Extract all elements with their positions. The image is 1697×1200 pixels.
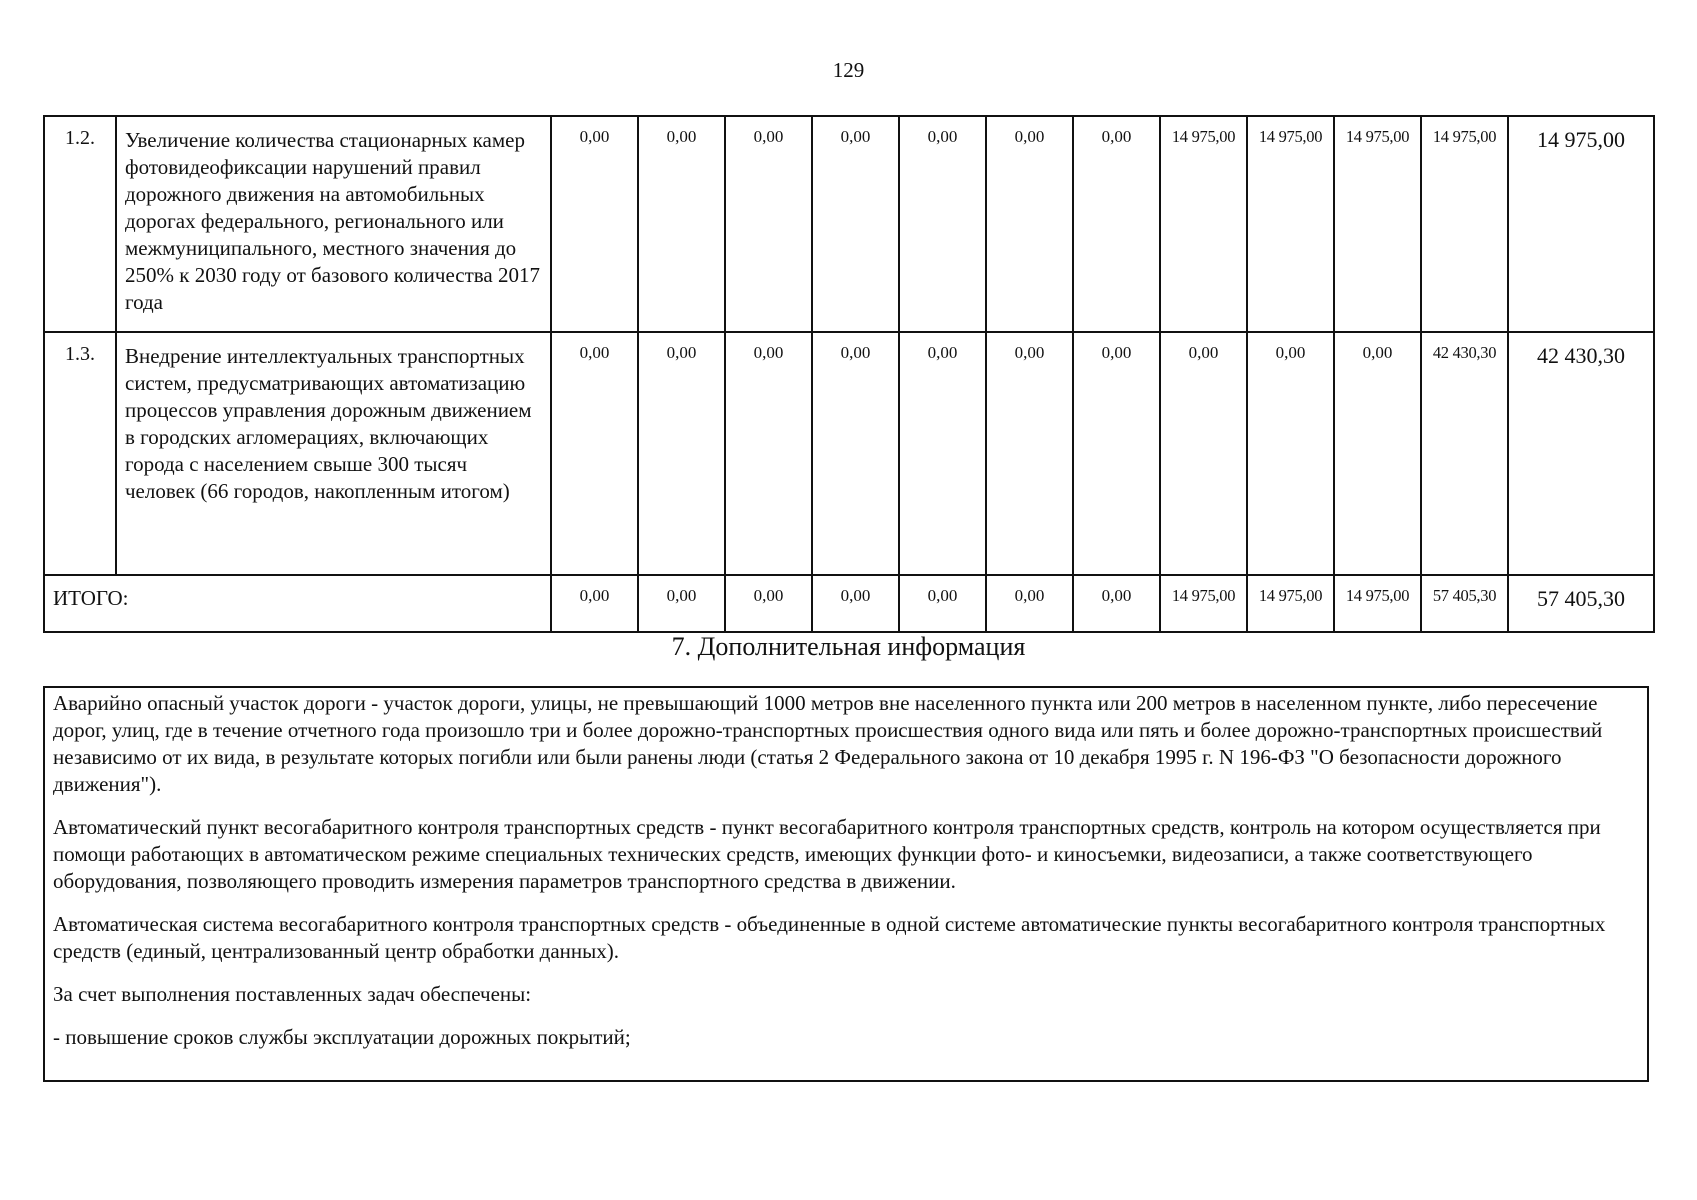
value-cell: 0,00: [986, 116, 1073, 332]
value-cell: 0,00: [725, 116, 812, 332]
info-paragraph: За счет выполнения поставленных задач обеспечены:: [53, 982, 532, 1006]
itogo-row: [44, 575, 1654, 632]
value-cell: 57 405,30: [1421, 575, 1508, 632]
info-paragraph: Автоматическая система весогабаритного контроля транспортных средств - объединенные в одной системе автоматические пункты весогабаритного контроля транспортных средств (единый, централизованный центр обработки данных).: [53, 912, 1606, 963]
value-cell: 14 975,00: [1421, 116, 1508, 332]
itogo-label: ИТОГО:: [44, 575, 551, 632]
value-cell: 0,00: [1160, 332, 1247, 575]
value-cell: 0,00: [899, 116, 986, 332]
value-cell: 0,00: [812, 332, 899, 575]
value-cell: 14 975,00: [1334, 575, 1421, 632]
value-cell: 14 975,00: [1160, 116, 1247, 332]
value-cell: 0,00: [812, 116, 899, 332]
row-description: Увеличение количества стационарных камер фотовидеофиксации нарушений правил дорожного движения на автомобильных дорогах федерального, регионального или межмуниципального, местного значения до 250% к 2030 году от базового количества 2017 года: [116, 116, 551, 332]
value-cell: 0,00: [1073, 116, 1160, 332]
financing-table: [43, 115, 1655, 633]
value-cell: 0,00: [899, 575, 986, 632]
info-paragraph: Аварийно опасный участок дороги - участок дороги, улицы, не превышающий 1000 метров вне населенного пункта или 200 метров в населенном пункте, либо пересечение дорог, улиц, где в течение отчетного года произошло три и более дорожно-транспортных происшествия одного вида или пять и более дорожно-транспортных происшествий независимо от их вида, в результате которых погибли или были ранены люди (статья 2 Федерального закона от 10 декабря 1995 г. N 196-ФЗ "О безопасности дорожного движения").: [53, 691, 1603, 796]
value-cell: 0,00: [1247, 332, 1334, 575]
value-cell: 0,00: [986, 575, 1073, 632]
value-cell: 14 975,00: [1334, 116, 1421, 332]
value-cell: 0,00: [638, 575, 725, 632]
value-cell: 0,00: [1073, 332, 1160, 575]
value-cell: 0,00: [1073, 575, 1160, 632]
value-cell: 0,00: [551, 116, 638, 332]
value-cell: 0,00: [551, 332, 638, 575]
itogo-total: 57 405,30: [1508, 575, 1654, 632]
value-cell: 0,00: [899, 332, 986, 575]
value-cell: 0,00: [812, 575, 899, 632]
row-total: 42 430,30: [1508, 332, 1654, 575]
value-cell: 14 975,00: [1247, 575, 1334, 632]
value-cell: 14 975,00: [1160, 575, 1247, 632]
additional-info-box: [43, 686, 1649, 1082]
table-row: [44, 116, 1654, 332]
row-number: 1.2.: [44, 116, 116, 332]
value-cell: 0,00: [638, 116, 725, 332]
page-number: 129: [832, 58, 865, 82]
table-row: [44, 332, 1654, 575]
value-cell: 0,00: [551, 575, 638, 632]
value-cell: 0,00: [725, 332, 812, 575]
info-paragraph: Автоматический пункт весогабаритного контроля транспортных средств - пункт весогабаритного контроля транспортных средств, контроль на котором осуществляется при помощи работающих в автоматическом режиме специальных технических средств, имеющих функции фото- и киносъемки, видеозаписи, а также соответствующего оборудования, позволяющего проводить измерения параметров транспортного средства в движении.: [53, 815, 1601, 893]
value-cell: 0,00: [725, 575, 812, 632]
info-paragraph: - повышение сроков службы эксплуатации дорожных покрытий;: [53, 1025, 631, 1049]
value-cell: 0,00: [1334, 332, 1421, 575]
value-cell: 14 975,00: [1247, 116, 1334, 332]
value-cell: 42 430,30: [1421, 332, 1508, 575]
value-cell: 0,00: [638, 332, 725, 575]
row-number: 1.3.: [44, 332, 116, 575]
row-description: Внедрение интеллектуальных транспортных систем, предусматривающих автоматизацию процессов управления дорожным движением в городских агломерациях, включающих города с населением свыше 300 тысяч человек (66 городов, накопленным итогом): [116, 332, 551, 575]
row-total: 14 975,00: [1508, 116, 1654, 332]
section-title: 7. Дополнительная информация: [671, 632, 1026, 661]
value-cell: 0,00: [986, 332, 1073, 575]
